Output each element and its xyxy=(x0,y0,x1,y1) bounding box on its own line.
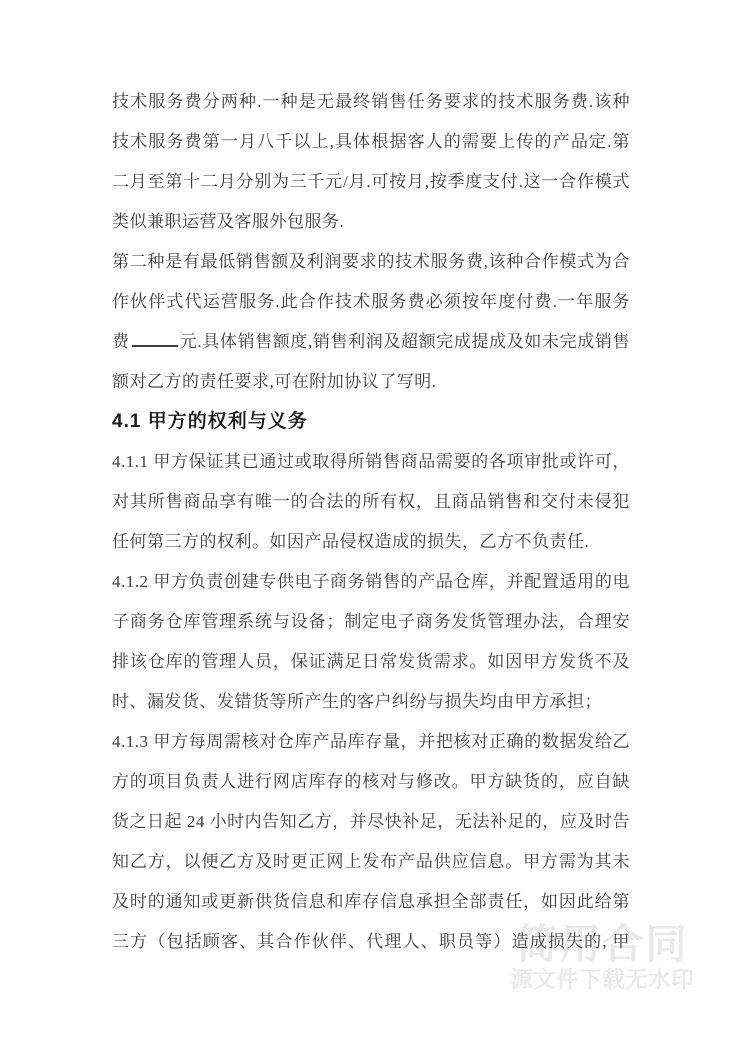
contract-text-line: 技术服务费分两种.一种是无最终销售任务要求的技术服务费.该种 xyxy=(112,92,630,111)
contract-text-line: 对其所售商品享有唯一的合法的所有权，且商品销售和交付未侵犯 xyxy=(112,492,630,511)
contract-text-line: 技术服务费第一月八千以上,具体根据客人的需要上传的产品定.第 xyxy=(112,132,630,151)
contract-text-line: 作伙伴式代运营服务.此合作技术服务费必须按年度付费.一年服务 xyxy=(112,292,630,311)
contract-body xyxy=(112,82,630,962)
contract-text-line: 4.1.3 甲方每周需核对仓库产品库存量，并把核对正确的数据发给乙 xyxy=(112,732,630,751)
section-heading-4-1: 4.1 甲方的权利与义务 xyxy=(112,411,308,432)
contract-text-line: 货之日起 24 小时内告知乙方，并尽快补足，无法补足的，应及时告 xyxy=(112,812,630,831)
watermark-brand-text: 简用合同 xyxy=(516,921,689,967)
contract-text-line: 类似兼职运营及客服外包服务. xyxy=(112,212,345,231)
contract-text-line: 第二种是有最低销售额及利润要求的技术服务费,该种合作模式为合 xyxy=(112,252,630,271)
watermark-subtitle-text: 源文件下载无水印 xyxy=(510,967,695,992)
contract-text-line: 4.1.2 甲方负责创建专供电子商务销售的产品仓库，并配置适用的电 xyxy=(112,572,630,591)
contract-text-line: 及时的通知或更新供货信息和库存信息承担全部责任，如因此给第 xyxy=(112,892,630,911)
contract-text-line: 任何第三方的权利。如因产品侵权造成的损失，乙方不负责任. xyxy=(112,532,590,551)
contract-text-line: 知乙方，以便乙方及时更正网上发布产品供应信息。甲方需为其未 xyxy=(112,852,630,871)
fill-in-blank-line xyxy=(132,344,178,347)
contract-text-line: 三方（包括顾客、其合作伙伴、代理人、职员等）造成损失的, 甲 xyxy=(112,932,630,951)
contract-text-segment: 元.具体销售额度,销售利润及超额完成提成及如未完成销售 xyxy=(179,332,630,351)
contract-text-line: 方的项目负责人进行网店库存的核对与修改。甲方缺货的，应自缺 xyxy=(112,772,630,791)
contract-text-line: 时、漏发货、发错货等所产生的客户纠纷与损失均由甲方承担； xyxy=(112,692,602,711)
contract-text-line: 子商务仓库管理系统与设备；制定电子商务发货管理办法，合理安 xyxy=(112,612,630,631)
contract-text-segment: 费 xyxy=(112,332,130,351)
contract-text-line-with-blank xyxy=(112,322,630,362)
contract-text-line: 额对乙方的责任要求,可在附加协议了写明. xyxy=(112,372,437,391)
contract-text-line: 二月至第十二月分别为三千元/月.可按月,按季度支付.这一合作模式 xyxy=(112,172,630,191)
contract-text-line: 4.1.1 甲方保证其已通过或取得所销售商品需要的各项审批或许可， xyxy=(112,452,630,471)
contract-text-line: 排该仓库的管理人员，保证满足日常发货需求。如因甲方发货不及 xyxy=(112,652,630,671)
